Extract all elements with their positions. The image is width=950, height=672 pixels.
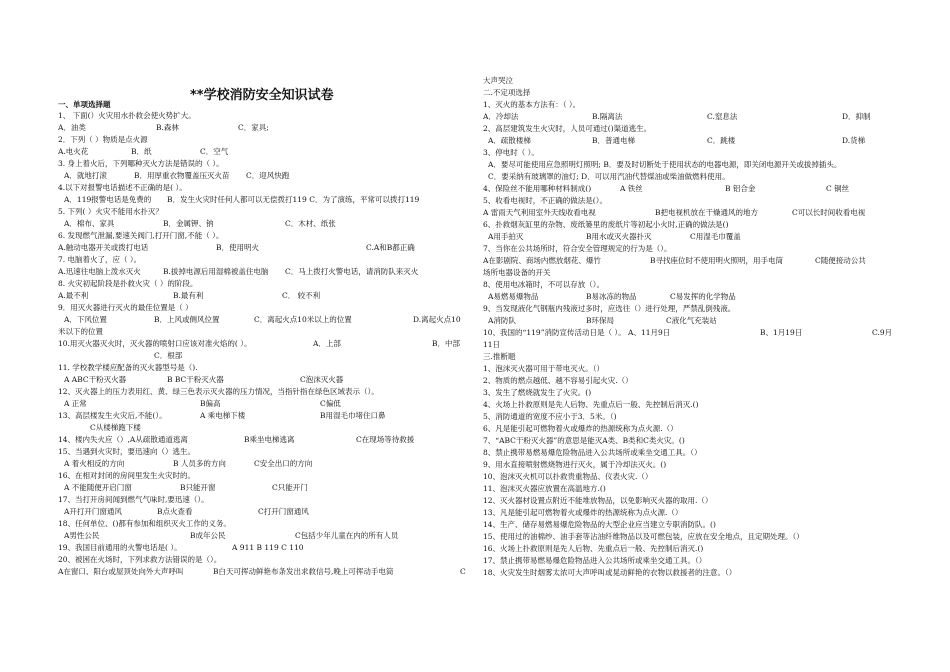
left-text-line: 2．下列（ ）物质是点火源 xyxy=(58,135,148,144)
left-text-line: B.拔掉电源后用湿棉被盖住电脑 xyxy=(163,267,269,276)
left-text-line: C．迎风快跑 xyxy=(246,171,290,180)
right-text-line: C．要采纳有玻璃罩的油灯; D．可以用汽油代替煤油或柴油做燃料使用。 xyxy=(488,172,730,181)
left-text-line: A 不能随便开启门窗 xyxy=(64,483,132,492)
left-text-line: B．纸 xyxy=(131,147,152,156)
right-text-line: C．跳楼 xyxy=(707,136,736,145)
left-text-line: 5. 下列( ）火灾不能用水扑灭？ xyxy=(58,207,163,216)
right-text-line: 9、用水直接喷射燃烧物进行灭火，属于冷却法灭火。() xyxy=(483,460,667,469)
left-text-line: B成年公民 xyxy=(190,531,226,540)
left-text-line: B．金属钾、钠 xyxy=(163,219,214,228)
right-text-line: 15、使用过的油棉纱、油手套等沾油纤维物品以及可燃包装，应放在安全地点，且定期处理。（） xyxy=(483,532,804,541)
left-text-line: B．中部 xyxy=(432,339,461,348)
right-text-line: 9、当发现液化气钢瓶内残液过多时，应选往（）进行处理，严禁乱倒残液。 xyxy=(483,304,736,313)
right-text-line: A消防队 xyxy=(488,316,516,325)
left-text-line: A 着火相反的方向 xyxy=(64,459,125,468)
left-text-line: A.电火花 xyxy=(58,147,89,156)
right-text-line: B．普通电梯 xyxy=(592,136,636,145)
left-text-line: B.最有利 xyxy=(173,291,204,300)
right-text-line: B易冰冻的物品 xyxy=(586,292,637,301)
right-text-line: C.9月 xyxy=(872,328,893,337)
right-text-line: 2、物质的燃点越低、越不容易引起火灾.（） xyxy=(483,376,633,385)
right-text-line: 18、火灾发生时烟雾太浓可大声呼叫或晃动鲜艳的衣物以救援者的注意。（） xyxy=(483,568,737,577)
right-text-line: B环保局 xyxy=(586,316,615,325)
left-text-line: C.A和B都正确 xyxy=(366,243,415,252)
right-text-line: 1、泡沫灭火器可用于带电灭火。（） xyxy=(483,364,605,373)
left-section-heading: 一、单项选择题 xyxy=(58,100,111,109)
right-text-line: 11、泡沫灭火器应放置在高温地方.() xyxy=(483,484,606,493)
left-text-line: 9．用灭火器进行灭火的最佳位置是（ ） xyxy=(58,303,193,312)
left-text-line: 16、在相对封闭的房间里发生火灾时的。 xyxy=(58,471,196,480)
right-text-line: C.窒息法 xyxy=(707,112,738,121)
right-text-line: 大声哭泣 xyxy=(483,76,513,85)
left-text-line: C．空气 xyxy=(200,147,229,156)
left-text-line: C从楼梯跑下楼 xyxy=(90,423,141,432)
left-text-line: B点火查看 xyxy=(157,507,193,516)
right-text-line: A在影剧院、商场内燃放烟花、爆竹 xyxy=(483,256,601,265)
left-text-line: 6. 发现燃气泄漏,要速关阀门,打开门窗,不能（ ）。 xyxy=(58,231,224,240)
right-text-line: B用水或灭火器扑灭 xyxy=(586,232,652,241)
left-text-line: 12、灭火器上的压力表用红、黄、绿三色表示灭火器的压力情况，当指针指在绿色区域表示（）。 xyxy=(58,387,379,396)
left-text-line: C泡沫灭火器 xyxy=(300,375,344,384)
right-text-line: C液化气充装站 xyxy=(666,316,717,325)
right-text-line: 13、凡是能引起可燃物着火或爆炸的热源统称为点火源.（） xyxy=(483,508,683,517)
left-text-line: C打开门窗通风 xyxy=(258,507,309,516)
right-text-line: 17、禁止携带易燃易爆危险物品进入公共场所或乘坐交通工具。（） xyxy=(483,556,707,565)
left-text-line: A ABC干粉灭火器 xyxy=(64,375,127,384)
left-text-line: B BC干粉灭火器 xyxy=(167,375,224,384)
left-text-line: 4.以下对报警电话描述不正确的是( ）。 xyxy=(58,183,187,192)
right-text-line: B、1月19日 xyxy=(760,328,803,337)
right-text-line: A 雷雨天气利用室外天线收看电视 xyxy=(483,208,596,217)
left-text-line: C．马上拨打火警电话，请消防队来灭火 xyxy=(285,267,419,276)
left-text-line: B只能开窗 xyxy=(180,483,216,492)
left-text-line: 15、当遇到火灾时，要迅速向（）逃生。 xyxy=(58,447,196,456)
right-text-line: 6、凡是能引起可燃物着火或爆炸的热源统称为点火源.（） xyxy=(483,424,678,433)
left-text-line: C只能开门 xyxy=(272,483,308,492)
left-text-line: A．119报警电话是免费的 xyxy=(64,195,152,204)
right-text-line: C用湿毛巾覆盖 xyxy=(690,232,741,241)
right-text-line: 三.推断题 xyxy=(483,352,516,361)
left-text-line: 11. 学校教学楼应配备的灭火器型号是（). xyxy=(58,363,198,372)
right-text-line: 4、火场上扑救原则是先人后物、先重点后一般、先控制后消灭.() xyxy=(483,400,699,409)
left-text-line: B．使用明火 xyxy=(216,243,260,252)
left-text-line: A．上部 xyxy=(313,339,341,348)
left-text-line: C偏低 xyxy=(320,399,341,408)
left-text-line: A.迅速往电脑上泼水灭火 xyxy=(58,267,141,276)
right-text-line: B寻找座位时不使用明火照明，用手电筒 xyxy=(650,256,784,265)
right-text-line: 16、火场上扑救原则是先人后物、先重点后一般、先控制后消灭.() xyxy=(483,544,704,553)
left-text-line: C安全出口的方向 xyxy=(254,459,313,468)
left-text-line: 14、楼内失火应（）,A从疏散通道逃离 xyxy=(58,435,188,444)
right-text-line: 8、使用电冰箱时，不可以存放（）。 xyxy=(483,280,605,289)
right-text-line: C易发挥的化学物品 xyxy=(670,292,736,301)
left-text-line: 18、任何单位、()都有参加和组织灭火工作的义务。 xyxy=(58,519,231,528)
right-text-line: A．疏散楼梯 xyxy=(488,136,531,145)
left-text-line: A．下风位置 xyxy=(64,315,107,324)
page-title: **学校消防安全知识试卷 xyxy=(190,88,334,103)
left-text-line: C．离起火点10米以上的位置 xyxy=(254,315,352,324)
right-text-line: C可以长时间收看电视 xyxy=(792,208,866,217)
right-text-line: 10、泡沫灭火机可以扑救贵重物品、仪表火灾.（） xyxy=(483,472,653,481)
right-text-line: A．冷却法 xyxy=(483,112,519,121)
left-text-line: A.触动电器开关或拨打电话 xyxy=(58,243,149,252)
right-text-line: 二.不定项选择 xyxy=(483,88,531,97)
right-text-line: B把电视机放在干燥通风的地方 xyxy=(655,208,759,217)
right-text-line: 14、生产、储存易燃易爆危险物品的大型企业应当建立专职消防队。() xyxy=(483,520,716,529)
left-text-line: A 乘电梯下楼 xyxy=(200,411,246,420)
right-text-line: A用手拍灭 xyxy=(488,232,524,241)
left-text-line: B．上风或侧风位置 xyxy=(154,315,220,324)
left-text-line: B.森林 xyxy=(156,123,179,132)
left-text-line: A 911 B 119 C 110 xyxy=(232,543,304,552)
left-text-line: A在窗口、阳台或屋顶处向外大声呼叫 xyxy=(58,567,184,576)
right-text-line: 场所电器设备的开关 xyxy=(483,268,551,277)
right-text-line: D．抑制 xyxy=(842,112,871,121)
left-text-line: 19、我国目前通用的火警电话是( ）。 xyxy=(58,543,182,552)
left-text-line: C xyxy=(460,567,466,576)
right-text-line: C随便接动公共 xyxy=(815,256,866,265)
left-text-line: 10.用灭火器灭火时，灭火器的喷射口应该对准火焰的( ）。 xyxy=(58,339,252,348)
left-text-line: 3. 身上着火后，下列哪种灭火方法是错误的（ ）。 xyxy=(58,159,224,168)
right-text-line: 1、灭火的基本方法有：（ ）。 xyxy=(483,100,581,109)
left-text-line: C． 较不利 xyxy=(282,291,321,300)
left-text-line: C在现场等待救援 xyxy=(356,435,415,444)
left-text-line: B．发生火灾时任何人都可以无偿拨打119 C．为了演练，平常可以拨打119 xyxy=(167,195,420,204)
left-text-line: 8. 火灾初起阶段是扑救火灾（ ）的阶段。 xyxy=(58,279,198,288)
left-text-line: A．油类 xyxy=(58,123,86,132)
left-text-line: C．根部 xyxy=(154,351,183,360)
left-text-line: 7. 电脑着火了，应（ ）。 xyxy=(58,255,142,264)
left-text-line: 20、被困在火场时，下列求救方法错误的是（）。 xyxy=(58,555,222,564)
right-text-line: 6、扑救烟灰缸里的杂物、废纸篓里的废纸片等初起小火时,正确的做法是() xyxy=(483,220,729,229)
left-text-line: B白天可挥动鲜艳布条发出求救信号,晚上可挥动手电筒 xyxy=(213,567,394,576)
right-text-line: A易燃易爆物品 xyxy=(488,292,539,301)
right-text-line: B.隔离法 xyxy=(592,112,623,121)
left-text-line: A．就地打滚 xyxy=(64,171,107,180)
left-text-line: 1、 下面(）火灾用水扑救会使火势扩大。 xyxy=(58,111,196,120)
right-text-line: 7、当你在公共场所时，符合安全管理规定的行为是（）。 xyxy=(483,244,672,253)
left-text-line: B乘坐电梯逃离 xyxy=(244,435,295,444)
right-text-line: 11日 xyxy=(483,340,501,349)
right-text-line: 8、禁止携带易燃易爆危险物品进入公共场所或乘坐交通工具。（） xyxy=(483,448,702,457)
right-text-line: A．要尽可能使用应急照明灯照明; B．要及时切断处于使用状态的电器电源，即关闭电源开关或拔掉插头。 xyxy=(488,160,842,169)
left-text-line: A开打开门窗通风 xyxy=(64,507,122,516)
left-text-line: A．棉布、家具 xyxy=(64,219,115,228)
right-text-line: 2、高层建筑发生火灾时，人员可通过()渠道逃生。 xyxy=(483,124,652,133)
left-text-line: A男性公民 xyxy=(64,531,100,540)
left-text-line: 13、高层楼发生火灾后,不能(）。 xyxy=(58,411,167,420)
right-text-line: D.货梯 xyxy=(842,136,866,145)
right-text-line: 4、保险丝不能用哪种材料制成() xyxy=(483,184,592,193)
left-text-line: C．家具; xyxy=(238,123,269,132)
left-text-line: B．用厚重衣物覆盖压灭火苗 xyxy=(134,171,230,180)
left-text-line: 17、当打开房间闻到燃气气味时,要迅速（）。 xyxy=(58,495,209,504)
left-text-line: B 人员多的方向 xyxy=(173,459,226,468)
right-text-line: B 铝合金 xyxy=(725,184,756,193)
left-text-line: A.最不利 xyxy=(58,291,89,300)
right-text-line: 3、停电时（ ）。 xyxy=(483,148,539,157)
right-text-line: A 铁丝 xyxy=(620,184,643,193)
right-text-line: 5、收看电视时，不正确的做法是(）。 xyxy=(483,196,607,205)
left-text-line: C．木材、纸张 xyxy=(285,219,336,228)
left-text-line: B偏高 xyxy=(200,399,221,408)
left-text-line: C包括少年儿童在内的所有人员 xyxy=(295,531,399,540)
right-text-line: 7、“ABC干粉灭火器”的意思是能灭A类、B类和C类火灾。() xyxy=(483,436,685,445)
left-text-line: 米以下的位置 xyxy=(58,327,103,336)
right-text-line: 10、我国的“119”消防宣传活动日是（ ）。 A、11月9日 xyxy=(483,328,671,337)
right-text-line: C 铜丝 xyxy=(826,184,850,193)
right-text-line: 12、灭火器材设置点附近不能堆放物品，以免影响灭火器的取用.（） xyxy=(483,496,713,505)
right-text-line: 5、消防通道的宽度不应小于3．5米。（) xyxy=(483,412,617,421)
left-text-line: D.离起火点10 xyxy=(413,315,461,324)
left-text-line: A 正常 xyxy=(64,399,87,408)
right-text-line: 3、发生了燃烧就发生了火灾。() xyxy=(483,388,592,397)
left-text-line: B用湿毛巾堵住口鼻 xyxy=(320,411,386,420)
